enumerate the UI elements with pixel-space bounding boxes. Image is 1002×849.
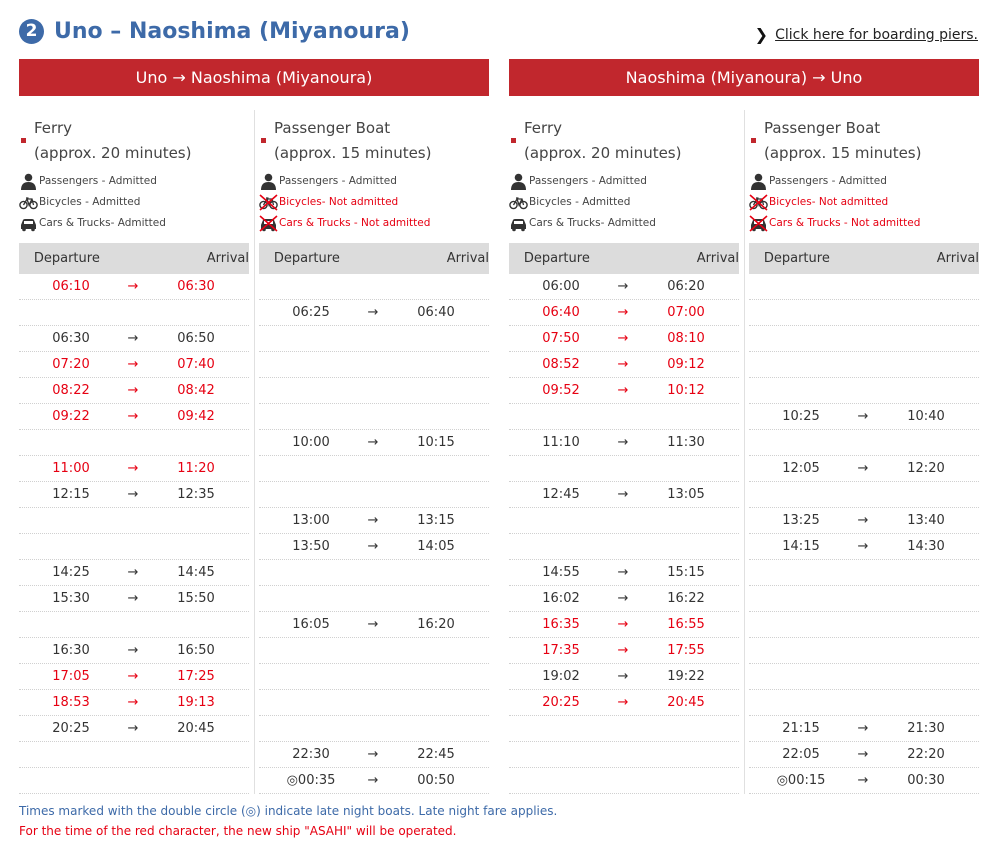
- arrow-icon: →: [617, 487, 629, 502]
- admission-info: [509, 172, 647, 190]
- admission-label: Bicycles - Admitted: [529, 196, 631, 208]
- departure-time: 14:55: [542, 565, 580, 580]
- arrow-icon: →: [127, 721, 139, 736]
- arrow-icon: →: [617, 357, 629, 372]
- table-row-empty: [749, 560, 979, 586]
- footnotes: [19, 801, 557, 841]
- departure-time: 07:50: [542, 331, 580, 346]
- arrow-icon: →: [127, 643, 139, 658]
- admission-info: [749, 214, 920, 232]
- arrival-time: 14:45: [177, 565, 215, 580]
- table-row-empty: [749, 274, 979, 300]
- table-row-empty: [749, 352, 979, 378]
- arrival-header: Arrival: [446, 251, 489, 266]
- bicycle-icon: [19, 194, 39, 211]
- departure-time: 09:22: [52, 409, 90, 424]
- arrival-time: 15:15: [667, 565, 705, 580]
- arrow-icon: →: [127, 409, 139, 424]
- arrival-time: 07:40: [177, 357, 215, 372]
- admission-info: [259, 172, 397, 190]
- departure-time: 12:15: [52, 487, 90, 502]
- admission-label: Bicycles - Admitted: [39, 196, 141, 208]
- departure-time: 10:00: [292, 435, 330, 450]
- arrival-time: 11:20: [177, 461, 215, 476]
- table-row: [19, 456, 249, 482]
- departure-header: Departure: [763, 251, 830, 266]
- table-row: [19, 716, 249, 742]
- bicycle-no-icon: [749, 194, 769, 211]
- table-row: [749, 534, 979, 560]
- departure-time: 10:25: [782, 409, 820, 424]
- vessel-type: Ferry: [34, 119, 72, 137]
- direction-header-naoshima-to-uno: Naoshima (Miyanoura) → Uno: [509, 59, 979, 96]
- admission-info: [509, 214, 656, 232]
- arrow-icon: →: [617, 669, 629, 684]
- arrow-icon: →: [857, 461, 869, 476]
- column-divider: [254, 110, 255, 794]
- departure-time: 18:53: [52, 695, 90, 710]
- table-row: [259, 742, 489, 768]
- departure-time: 13:00: [292, 513, 330, 528]
- departure-time: 11:00: [52, 461, 90, 476]
- departure-time: 16:30: [52, 643, 90, 658]
- table-row: [19, 352, 249, 378]
- table-row: [19, 378, 249, 404]
- table-row: [259, 430, 489, 456]
- table-row: [749, 742, 979, 768]
- arrow-icon: →: [617, 591, 629, 606]
- departure-time: 08:22: [52, 383, 90, 398]
- departure-time: 19:02: [542, 669, 580, 684]
- departure-time: 22:30: [292, 747, 330, 762]
- table-row: [19, 690, 249, 716]
- arrow-icon: →: [367, 513, 379, 528]
- arrow-icon: →: [857, 721, 869, 736]
- table-row: [509, 690, 739, 716]
- bullet-mark: [261, 138, 266, 143]
- vessel-type: Passenger Boat: [274, 119, 391, 137]
- arrival-time: 12:20: [907, 461, 945, 476]
- arrow-icon: →: [127, 591, 139, 606]
- arrow-icon: →: [617, 383, 629, 398]
- table-row: [509, 430, 739, 456]
- arrow-icon: →: [127, 461, 139, 476]
- admission-info: [19, 193, 140, 211]
- vessel-duration: (approx. 20 minutes): [34, 144, 192, 162]
- admission-label: Passengers - Admitted: [769, 175, 887, 187]
- departure-time: 22:05: [782, 747, 820, 762]
- departure-time: 06:30: [52, 331, 90, 346]
- departure-time: 12:45: [542, 487, 580, 502]
- arrival-time: 11:30: [667, 435, 705, 450]
- arrival-time: 06:40: [417, 305, 455, 320]
- departure-time: 14:25: [52, 565, 90, 580]
- arrival-time: 10:12: [667, 383, 705, 398]
- arrival-time: 16:20: [417, 617, 455, 632]
- table-row-empty: [509, 534, 739, 560]
- car-no-icon: [749, 215, 769, 232]
- departure-time: ◎00:15: [776, 773, 826, 788]
- table-row: [509, 586, 739, 612]
- table-row-empty: [19, 612, 249, 638]
- admission-label: Bicycles- Not admitted: [769, 196, 889, 208]
- arrival-header: Arrival: [206, 251, 249, 266]
- arrow-icon: →: [127, 695, 139, 710]
- vessel-header: [509, 108, 739, 243]
- arrow-icon: →: [367, 435, 379, 450]
- arrow-icon: →: [617, 695, 629, 710]
- arrival-time: 00:50: [417, 773, 455, 788]
- table-row-empty: [749, 430, 979, 456]
- table-header: [749, 243, 979, 274]
- arrow-icon: →: [617, 305, 629, 320]
- arrival-time: 16:22: [667, 591, 705, 606]
- route-number-badge: 2: [19, 19, 44, 44]
- arrow-icon: →: [857, 513, 869, 528]
- arrival-time: 09:12: [667, 357, 705, 372]
- page-title: [19, 14, 410, 48]
- table-row-empty: [749, 378, 979, 404]
- arrow-icon: →: [617, 617, 629, 632]
- table-row: [509, 482, 739, 508]
- vessel-duration: (approx. 20 minutes): [524, 144, 682, 162]
- arrow-icon: →: [127, 331, 139, 346]
- departure-time: 06:40: [542, 305, 580, 320]
- arrow-icon: →: [617, 643, 629, 658]
- arrival-time: 06:50: [177, 331, 215, 346]
- departure-time: 08:52: [542, 357, 580, 372]
- admission-info: [749, 172, 887, 190]
- arrow-icon: →: [127, 565, 139, 580]
- table-row-empty: [19, 742, 249, 768]
- arrival-time: 10:15: [417, 435, 455, 450]
- departure-time: 21:15: [782, 721, 820, 736]
- vessel-header: [259, 108, 489, 243]
- table-header: [259, 243, 489, 274]
- table-row-empty: [749, 482, 979, 508]
- admission-info: [749, 193, 888, 211]
- departure-time: 20:25: [542, 695, 580, 710]
- arrival-time: 17:25: [177, 669, 215, 684]
- chevron-right-icon: ❯: [754, 25, 769, 44]
- table-row: [19, 274, 249, 300]
- departure-time: 12:05: [782, 461, 820, 476]
- admission-label: Passengers - Admitted: [529, 175, 647, 187]
- departure-time: 07:20: [52, 357, 90, 372]
- car-icon: [509, 215, 529, 232]
- table-row: [19, 638, 249, 664]
- table-row: [749, 508, 979, 534]
- arrival-time: 06:20: [667, 279, 705, 294]
- table-row: [19, 664, 249, 690]
- table-row-empty: [259, 378, 489, 404]
- admission-label: Bicycles- Not admitted: [279, 196, 399, 208]
- table-row: [509, 352, 739, 378]
- bicycle-no-icon: [259, 194, 279, 211]
- person-icon: [509, 173, 529, 190]
- departure-time: 15:30: [52, 591, 90, 606]
- table-row-empty: [509, 508, 739, 534]
- table-row: [509, 612, 739, 638]
- departure-time: 13:25: [782, 513, 820, 528]
- table-row-empty: [749, 300, 979, 326]
- table-row-empty: [509, 742, 739, 768]
- arrow-icon: →: [857, 747, 869, 762]
- vessel-duration: (approx. 15 minutes): [764, 144, 922, 162]
- arrow-icon: →: [367, 305, 379, 320]
- table-row-empty: [749, 690, 979, 716]
- arrow-icon: →: [367, 773, 379, 788]
- departure-header: Departure: [523, 251, 590, 266]
- admission-label: Cars & Trucks - Not admitted: [279, 217, 431, 229]
- departure-time: 06:00: [542, 279, 580, 294]
- departure-time: 13:50: [292, 539, 330, 554]
- arrow-icon: →: [367, 539, 379, 554]
- arrow-icon: →: [127, 383, 139, 398]
- table-row: [259, 768, 489, 794]
- departure-header: Departure: [33, 251, 100, 266]
- admission-label: Passengers - Admitted: [39, 175, 157, 187]
- admission-info: [259, 193, 398, 211]
- bicycle-icon: [509, 194, 529, 211]
- table-row-empty: [19, 534, 249, 560]
- arrival-time: 19:13: [177, 695, 215, 710]
- boarding-piers-link[interactable]: [755, 25, 978, 44]
- arrow-icon: →: [127, 279, 139, 294]
- table-row: [749, 768, 979, 794]
- departure-time: 16:35: [542, 617, 580, 632]
- arrival-time: 08:42: [177, 383, 215, 398]
- arrow-icon: →: [617, 279, 629, 294]
- arrival-time: 15:50: [177, 591, 215, 606]
- arrival-time: 16:55: [667, 617, 705, 632]
- vessel-header: [19, 108, 249, 243]
- admission-label: Passengers - Admitted: [279, 175, 397, 187]
- departure-time: 06:25: [292, 305, 330, 320]
- admission-info: [509, 193, 630, 211]
- table-row-empty: [259, 326, 489, 352]
- arrival-time: 21:30: [907, 721, 945, 736]
- vessel-type: Ferry: [524, 119, 562, 137]
- table-row: [259, 508, 489, 534]
- table-row-empty: [259, 690, 489, 716]
- person-icon: [749, 173, 769, 190]
- arrival-time: 13:05: [667, 487, 705, 502]
- schedule-column: [19, 108, 249, 794]
- arrow-icon: →: [367, 617, 379, 632]
- departure-time: 16:05: [292, 617, 330, 632]
- table-row: [19, 326, 249, 352]
- table-row: [259, 534, 489, 560]
- departure-time: 17:05: [52, 669, 90, 684]
- table-row: [509, 300, 739, 326]
- arrow-icon: →: [617, 331, 629, 346]
- table-row: [749, 456, 979, 482]
- arrival-time: 10:40: [907, 409, 945, 424]
- arrival-time: 22:45: [417, 747, 455, 762]
- table-row-empty: [259, 664, 489, 690]
- table-row: [509, 326, 739, 352]
- arrival-header: Arrival: [936, 251, 979, 266]
- arrival-time: 00:30: [907, 773, 945, 788]
- departure-time: 17:35: [542, 643, 580, 658]
- table-row-empty: [19, 508, 249, 534]
- arrival-time: 16:50: [177, 643, 215, 658]
- bullet-mark: [751, 138, 756, 143]
- departure-time: 20:25: [52, 721, 90, 736]
- table-row: [509, 638, 739, 664]
- table-header: [19, 243, 249, 274]
- bullet-mark: [21, 138, 26, 143]
- table-row-empty: [259, 456, 489, 482]
- new-ship-note: For the time of the red character, the new ship "ASAHI" will be operated.: [19, 824, 457, 838]
- schedule-column: [259, 108, 489, 794]
- vessel-type: Passenger Boat: [764, 119, 881, 137]
- arrival-time: 17:55: [667, 643, 705, 658]
- table-row-empty: [19, 430, 249, 456]
- arrival-time: 20:45: [667, 695, 705, 710]
- table-row: [259, 612, 489, 638]
- admission-info: [19, 214, 166, 232]
- table-row-empty: [259, 352, 489, 378]
- route-title: Uno – Naoshima (Miyanoura): [54, 18, 410, 44]
- arrival-header: Arrival: [696, 251, 739, 266]
- table-row: [19, 586, 249, 612]
- table-row-empty: [259, 560, 489, 586]
- table-row: [749, 716, 979, 742]
- table-row-empty: [19, 300, 249, 326]
- car-icon: [19, 215, 39, 232]
- table-row: [19, 482, 249, 508]
- table-header: [509, 243, 739, 274]
- table-row-empty: [749, 326, 979, 352]
- table-row-empty: [259, 404, 489, 430]
- direction-header-uno-to-naoshima: Uno → Naoshima (Miyanoura): [19, 59, 489, 96]
- arrival-time: 08:10: [667, 331, 705, 346]
- departure-time: 09:52: [542, 383, 580, 398]
- person-icon: [19, 173, 39, 190]
- departure-time: 06:10: [52, 279, 90, 294]
- departure-header: Departure: [273, 251, 340, 266]
- arrival-time: 19:22: [667, 669, 705, 684]
- departure-time: 16:02: [542, 591, 580, 606]
- table-row-empty: [509, 404, 739, 430]
- arrival-time: 13:40: [907, 513, 945, 528]
- arrow-icon: →: [127, 357, 139, 372]
- arrow-icon: →: [127, 669, 139, 684]
- table-row-empty: [749, 664, 979, 690]
- late-night-note: Times marked with the double circle (◎) indicate late night boats. Late night fare applies.: [19, 804, 558, 818]
- table-row: [19, 560, 249, 586]
- admission-label: Cars & Trucks- Admitted: [39, 217, 166, 229]
- arrow-icon: →: [857, 539, 869, 554]
- arrival-time: 06:30: [177, 279, 215, 294]
- table-row-empty: [259, 482, 489, 508]
- admission-info: [19, 172, 157, 190]
- table-row-empty: [259, 586, 489, 612]
- admission-info: [259, 214, 430, 232]
- table-row-empty: [259, 638, 489, 664]
- table-row-empty: [19, 768, 249, 794]
- table-row: [259, 300, 489, 326]
- table-row-empty: [509, 768, 739, 794]
- arrow-icon: →: [367, 747, 379, 762]
- arrival-time: 22:20: [907, 747, 945, 762]
- person-icon: [259, 173, 279, 190]
- departure-time: 11:10: [542, 435, 580, 450]
- table-row-empty: [749, 612, 979, 638]
- table-row: [509, 560, 739, 586]
- arrow-icon: →: [857, 773, 869, 788]
- bullet-mark: [511, 138, 516, 143]
- arrival-time: 14:30: [907, 539, 945, 554]
- admission-label: Cars & Trucks- Admitted: [529, 217, 656, 229]
- vessel-header: [749, 108, 979, 243]
- car-no-icon: [259, 215, 279, 232]
- table-row-empty: [259, 716, 489, 742]
- arrival-time: 14:05: [417, 539, 455, 554]
- table-row: [749, 404, 979, 430]
- table-row: [509, 274, 739, 300]
- table-row-empty: [749, 586, 979, 612]
- table-row: [509, 664, 739, 690]
- table-row-empty: [509, 716, 739, 742]
- schedule-column: [509, 108, 739, 794]
- departure-time: 14:15: [782, 539, 820, 554]
- column-divider: [744, 110, 745, 794]
- arrival-time: 12:35: [177, 487, 215, 502]
- arrival-time: 07:00: [667, 305, 705, 320]
- table-row: [19, 404, 249, 430]
- boarding-piers-link-text[interactable]: Click here for boarding piers.: [775, 26, 978, 43]
- arrow-icon: →: [617, 435, 629, 450]
- arrival-time: 20:45: [177, 721, 215, 736]
- admission-label: Cars & Trucks - Not admitted: [769, 217, 921, 229]
- table-row-empty: [509, 456, 739, 482]
- table-row: [509, 378, 739, 404]
- table-row-empty: [749, 638, 979, 664]
- arrow-icon: →: [857, 409, 869, 424]
- vessel-duration: (approx. 15 minutes): [274, 144, 432, 162]
- departure-time: ◎00:35: [286, 773, 336, 788]
- table-row-empty: [259, 274, 489, 300]
- arrow-icon: →: [127, 487, 139, 502]
- arrow-icon: →: [617, 565, 629, 580]
- arrival-time: 09:42: [177, 409, 215, 424]
- schedule-column: [749, 108, 979, 794]
- arrival-time: 13:15: [417, 513, 455, 528]
